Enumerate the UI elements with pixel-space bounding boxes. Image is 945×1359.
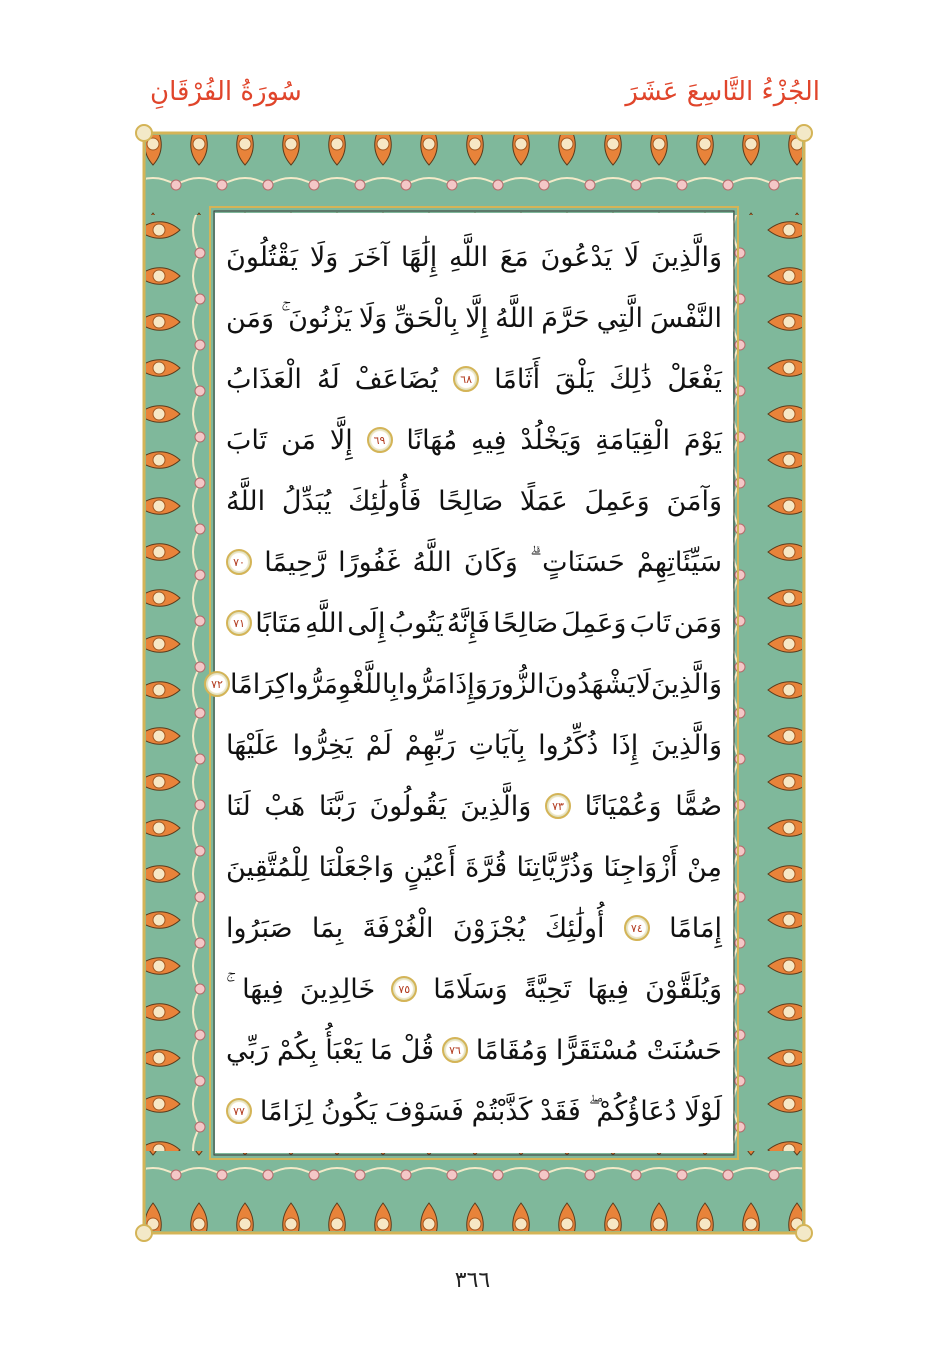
verse-word: كَذَّبْتُمْ <box>471 1095 533 1127</box>
verse-line <box>226 901 722 955</box>
verse-word: مِنْ <box>686 851 722 883</box>
verse-line <box>226 474 722 528</box>
verse-word: هَبْ <box>264 790 306 822</box>
verse-word: أَعْيُنٍ <box>403 851 456 883</box>
verse-word: الَّتِي <box>596 302 644 334</box>
verse-word: أُولَٰئِكَ <box>544 912 605 944</box>
ayah-number-marker: ٧٧ <box>226 1098 252 1124</box>
verse-word: لَا <box>635 668 651 700</box>
verse-word: يَعْبَأُ <box>325 1034 363 1066</box>
verse-lines <box>211 222 722 1144</box>
verse-word: فَسَوْفَ <box>384 1095 464 1127</box>
verse-word: الْغُرْفَةَ <box>362 912 434 944</box>
verse-word: يُجْزَوْنَ <box>452 912 526 944</box>
verse-word: مَتَابًا <box>255 607 302 639</box>
verse-word: رَّحِيمًا <box>264 546 326 578</box>
verse-word: مَرُّوا <box>288 668 338 700</box>
verse-word: وَإِذَا <box>447 668 488 700</box>
verse-word: آخَرَ <box>350 241 390 273</box>
verse-word: يُضَاعَفْ <box>354 363 439 395</box>
ayah-number-marker: ٦٩ <box>367 427 393 453</box>
verse-word: رَبَّنَا <box>318 790 356 822</box>
ayah-number-marker: ٧٥ <box>391 976 417 1002</box>
verse-word: صَالِحًا <box>493 607 559 639</box>
verse-word: غَفُورًا <box>338 546 401 578</box>
verse-word: الْعَذَابُ <box>226 363 302 395</box>
verse-word: وَمَن <box>673 607 722 639</box>
verse-line <box>211 657 722 711</box>
verse-word: وَمَن <box>226 302 275 334</box>
verse-word: وَعَمِلَ <box>584 485 650 517</box>
verse-word: إِذَا <box>611 729 639 761</box>
verse-line <box>226 718 722 772</box>
verse-word: وَيُلَقَّوْنَ <box>645 973 722 1005</box>
verse-word: فَأُولَٰئِكَ <box>348 485 422 517</box>
verse-word: وَالَّذِينَ <box>650 729 722 761</box>
verse-word: وَالَّذِينَ <box>460 790 532 822</box>
verse-word: قُلْ <box>400 1034 435 1066</box>
verse-word: وَذُرِّيَّاتِنَا <box>516 851 595 883</box>
verse-word: يَدْعُونَ <box>540 241 613 273</box>
verse-word: خَالِدِينَ <box>299 973 376 1005</box>
verse-word: لَنَا <box>226 790 251 822</box>
verse-word: يَزْنُونَ <box>288 302 352 334</box>
verse-word: يَشْهَدُونَ <box>544 668 636 700</box>
verse-word: فِيهَا <box>587 973 630 1005</box>
verse-word: مَن <box>280 424 316 456</box>
verse-line <box>226 413 722 467</box>
ayah-number-marker: ٧٤ <box>624 915 650 941</box>
verse-line <box>226 291 722 345</box>
verse-word: عَلَيْهَا <box>226 729 280 761</box>
verse-word: اللَّهُ <box>226 485 266 517</box>
verse-word: صَالِحًا <box>438 485 504 517</box>
verse-word: رَبِّي <box>226 1034 270 1066</box>
verse-word: سَيِّئَاتِهِمْ <box>636 546 722 578</box>
verse-word: فِيهِ <box>471 424 507 456</box>
verse-word: فَقَدْ <box>540 1095 581 1127</box>
page-number: ٣٦٦ <box>454 1268 491 1293</box>
verse-word: إِمَامًا <box>669 912 722 944</box>
verse-word: مُسْتَقَرًّا <box>555 1034 639 1066</box>
ayah-number-marker: ٧٢ <box>204 671 230 697</box>
verse-word: اللَّهِ <box>449 241 489 273</box>
verse-word: وَلَا <box>309 241 339 273</box>
verse-word: لِلْمُتَّقِينَ <box>226 851 310 883</box>
verse-word: بِآيَاتِ <box>468 729 526 761</box>
verse-word: يُبَدِّلُ <box>281 485 332 517</box>
verse-word: الْقِيَامَةِ <box>595 424 670 456</box>
verse-word: وَاجْعَلْنَا <box>318 851 395 883</box>
verse-word: بِالْحَقِّ <box>394 302 459 334</box>
verse-word: وَالَّذِينَ <box>650 241 722 273</box>
verse-word: اللَّهِ <box>304 607 345 639</box>
verse-word: يَقُولُونَ <box>369 790 447 822</box>
verse-word: إِلَّا <box>465 302 489 334</box>
verse-word: يَتُوبُ <box>388 607 444 639</box>
verse-word: بِكُمْ <box>276 1034 318 1066</box>
verse-word: وَمُقَامًا <box>475 1034 548 1066</box>
verse-line <box>226 1023 722 1077</box>
verse-word: إِلَّا <box>329 424 353 456</box>
verse-word: الزُّورَ <box>487 668 545 700</box>
verse-word: وَالَّذِينَ <box>650 668 722 700</box>
juz-title: الجُزْءُ التَّاسِعَ عَشَرَ <box>625 77 820 107</box>
verse-word: يَوْمَ <box>683 424 722 456</box>
verse-word: عَمَلًا <box>519 485 568 517</box>
verse-word: تَابَ <box>629 607 671 639</box>
verse-line <box>226 596 722 650</box>
ayah-number-marker: ٦٨ <box>453 366 479 392</box>
verse-line <box>226 352 722 406</box>
verse-word: بِاللَّغْوِ <box>337 668 398 700</box>
verse-word: يَلْقَ <box>555 363 595 395</box>
verse-word: تَحِيَّةً <box>523 973 572 1005</box>
verse-word: بِمَا <box>311 912 344 944</box>
verse-word: مُهَانًا <box>406 424 458 456</box>
verse-word: اللَّهُ <box>495 302 535 334</box>
verse-word: لَهُ <box>317 363 340 395</box>
verse-word: لَا <box>623 241 640 273</box>
verse-word: ذَٰلِكَ <box>609 363 653 395</box>
verse-word: مَا <box>370 1034 393 1066</box>
page-header <box>150 72 820 112</box>
verse-word: حَسُنَتْ <box>646 1034 722 1066</box>
verse-word: مَعَ <box>499 241 529 273</box>
verse-word: أَزْوَاجِنَا <box>603 851 678 883</box>
verse-word: النَّفْسَ <box>650 302 722 334</box>
verse-word: حَرَّمَ <box>541 302 590 334</box>
verse-word: يَكُونُ <box>320 1095 378 1127</box>
verse-word: فِيهَا <box>242 973 284 1005</box>
verse-word: وَيَخْلُدْ <box>520 424 582 456</box>
verse-word: رَبِّهِمْ <box>404 729 456 761</box>
verse-word: وَعُمْيَانًا <box>584 790 662 822</box>
verse-word: وَعَمِلَ <box>561 607 627 639</box>
verse-word: وَآمَنَ <box>666 485 722 517</box>
verse-word: لِزَامًا <box>259 1095 314 1127</box>
verse-word: حَسَنَاتٍ <box>542 546 625 578</box>
verse-word: صُمًّا <box>675 790 722 822</box>
verse-word: كِرَامًا <box>230 668 288 700</box>
verse-line <box>226 779 722 833</box>
verse-word: وَسَلَامًا <box>433 973 508 1005</box>
verse-line <box>226 535 722 589</box>
verse-word: لَوْلَا <box>684 1095 722 1127</box>
verse-word: اللَّهُ <box>412 546 452 578</box>
verse-line <box>226 840 722 894</box>
verse-word: وَكَانَ <box>463 546 518 578</box>
verse-word: إِلَٰهًا <box>400 241 438 273</box>
verse-word: أَثَامًا <box>494 363 541 395</box>
verse-word: يَخِرُّوا <box>292 729 354 761</box>
verse-word: يَقْتُلُونَ <box>226 241 299 273</box>
verse-line <box>226 230 722 284</box>
verse-word: يَفْعَلْ <box>667 363 722 395</box>
verse-word: قُرَّةَ <box>465 851 508 883</box>
verse-line <box>226 962 722 1016</box>
ayah-number-marker: ٧٦ <box>442 1037 468 1063</box>
verse-word: إِلَى <box>347 607 386 639</box>
verse-line <box>226 1084 722 1138</box>
verse-word: فَإِنَّهُ <box>446 607 490 639</box>
verse-word: تَابَ <box>226 424 268 456</box>
ayah-number-marker: ٧٠ <box>226 549 252 575</box>
verse-word: صَبَرُوا <box>226 912 293 944</box>
verse-word: وَلَا <box>358 302 388 334</box>
ayah-number-marker: ٧٣ <box>545 793 571 819</box>
verse-word: مَرُّوا <box>397 668 448 700</box>
verse-word: لَمْ <box>365 729 392 761</box>
surah-title: سُورَةُ الفُرْقَانِ <box>150 77 302 107</box>
ayah-number-marker: ٧١ <box>226 610 252 636</box>
verse-word: دُعَاؤُكُمْ <box>596 1095 677 1127</box>
verse-word: ذُكِّرُوا <box>538 729 599 761</box>
